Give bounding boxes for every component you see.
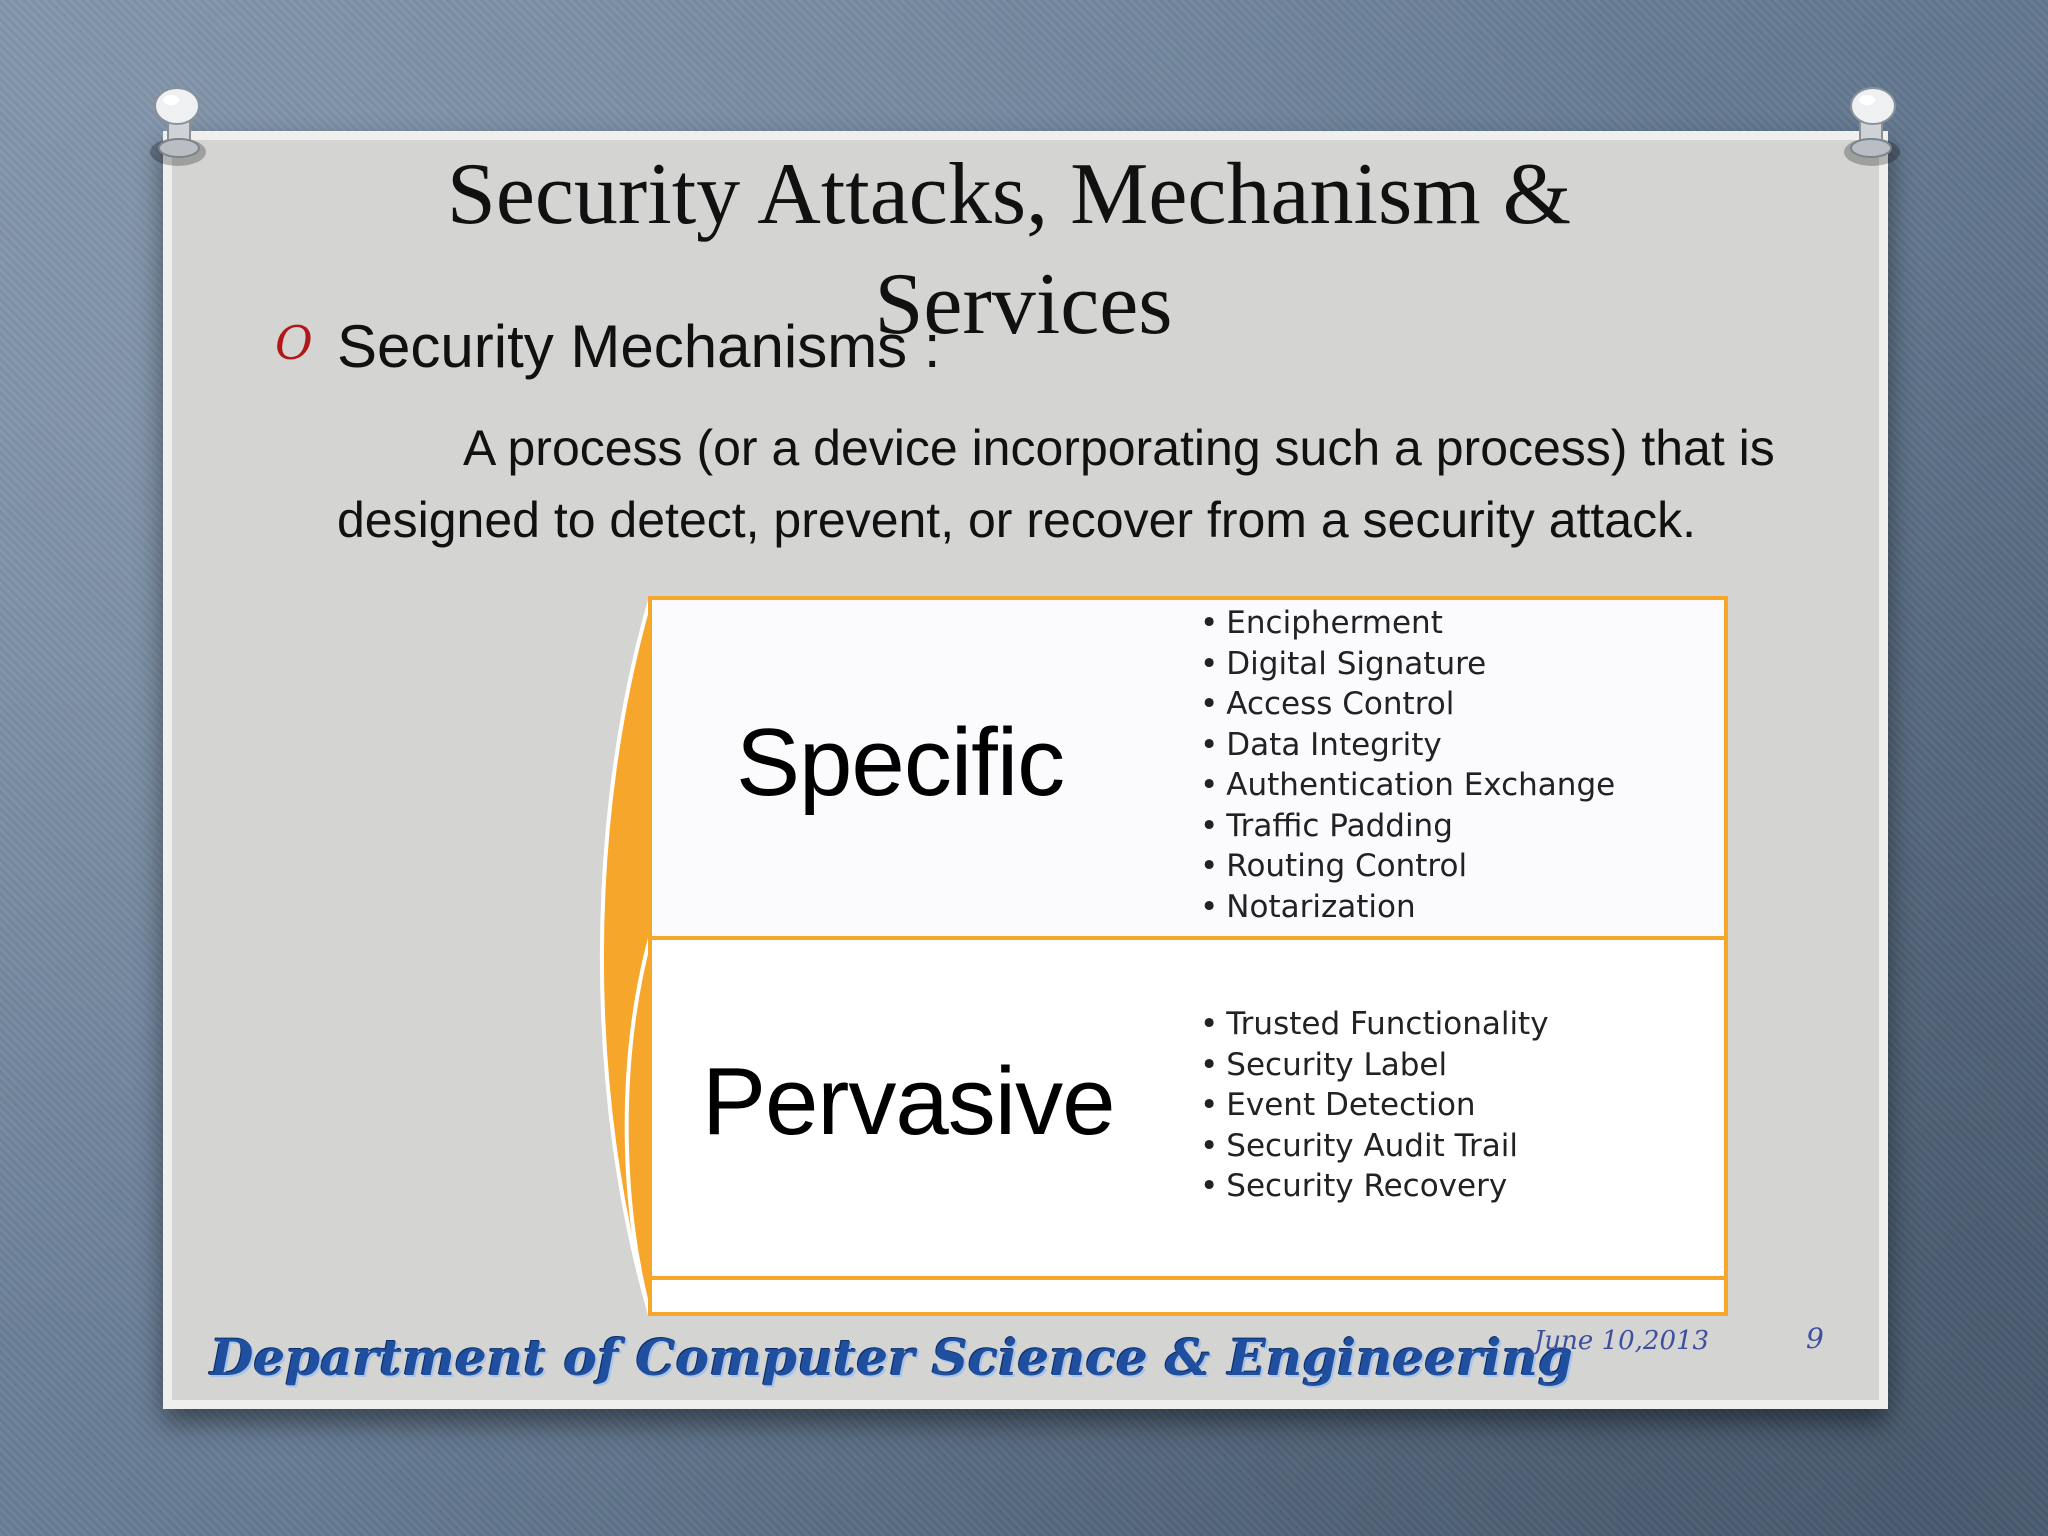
list-item: • Data Integrity xyxy=(1200,725,1615,766)
definition-text-content: A process (or a device incorporating such a process) that is designed to detect, prevent, or recover from a security attack. xyxy=(337,420,1775,548)
pervasive-mechanisms-list xyxy=(1200,1004,1549,1207)
list-item: • Notarization xyxy=(1200,887,1615,928)
list-item: • Digital Signature xyxy=(1200,644,1615,685)
list-item: • Access Control xyxy=(1200,684,1615,725)
list-item: • Security Audit Trail xyxy=(1200,1126,1549,1167)
list-item: • Traffic Padding xyxy=(1200,806,1615,847)
footer-date: June 10,2013 xyxy=(1534,1326,1710,1356)
list-item: • Routing Control xyxy=(1200,846,1615,887)
bottom-strip xyxy=(650,1278,1726,1314)
list-item: • Event Detection xyxy=(1200,1085,1549,1126)
list-item: • Trusted Functionality xyxy=(1200,1004,1549,1045)
list-item: • Authentication Exchange xyxy=(1200,765,1615,806)
slide-title-line-1: Security Attacks, Mechanism & xyxy=(446,146,1572,243)
list-item: • Security Label xyxy=(1200,1045,1549,1086)
list-item: • Security Recovery xyxy=(1200,1166,1549,1207)
list-item: • Encipherment xyxy=(1200,603,1615,644)
page-number: 9 xyxy=(1806,1322,1824,1355)
bullet-marker-icon: O xyxy=(275,316,313,370)
specific-label: Specific xyxy=(736,709,1065,816)
footer-department: Department of Computer Science & Engineering xyxy=(210,1328,1573,1387)
bullet-heading: Security Mechanisms : xyxy=(337,313,941,380)
pervasive-label: Pervasive xyxy=(702,1048,1115,1155)
slide-title-line-2: Services xyxy=(874,256,1173,353)
specific-mechanisms-list xyxy=(1200,603,1615,927)
